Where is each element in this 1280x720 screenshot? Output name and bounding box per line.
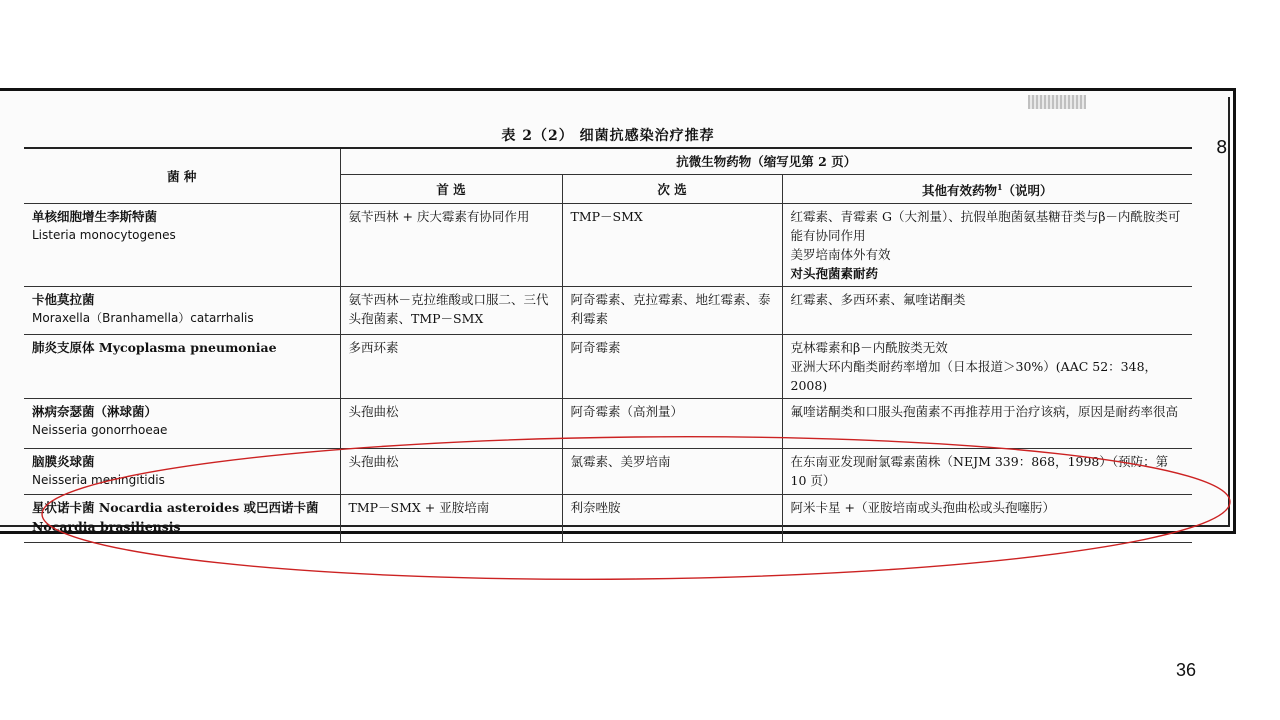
- second-choice-cell: 阿奇霉素、克拉霉素、地红霉素、泰利霉素: [562, 287, 782, 335]
- other-effective-cell: [782, 495, 1192, 543]
- header-second-choice: 次 选: [562, 175, 782, 204]
- table-row: [24, 449, 1192, 495]
- organism-latin: Moraxella（Branhamella）catarrhalis: [32, 311, 254, 326]
- other-drug-emphasis: 对头孢菌素耐药: [790, 266, 879, 282]
- recommendation-table: [24, 147, 1192, 543]
- header-other-sup: 1: [996, 182, 1003, 192]
- other-drug-note: 红霉素、青霉素 G（大剂量）、抗假单胞菌氨基糖苷类与β－内酰胺类可能有协同作用: [790, 209, 1181, 244]
- organism-cell: [24, 204, 340, 287]
- other-effective-cell: [782, 399, 1192, 449]
- second-choice-cell: TMP－SMX: [562, 204, 782, 287]
- scan-artifact: [1028, 95, 1086, 109]
- first-choice-cell: 头孢曲松: [340, 399, 562, 449]
- other-drug-note: 亚洲大环内酯类耐药率增加（日本报道＞30%）(AAC 52：348，2008): [790, 359, 1158, 394]
- header-organism: 菌 种: [24, 148, 340, 204]
- second-choice-cell: 阿奇霉素（高剂量）: [562, 399, 782, 449]
- table-row: [24, 335, 1192, 399]
- organism-latin: Neisseria gonorrhoeae: [32, 423, 168, 438]
- organism-name: 卡他莫拉菌: [32, 292, 95, 308]
- edge-mark: 8: [1216, 137, 1228, 158]
- organism-name: 淋病奈瑟菌（淋球菌）: [32, 404, 158, 420]
- organism-cell: [24, 399, 340, 449]
- first-choice-cell: 头孢曲松: [340, 449, 562, 495]
- first-choice-cell: TMP－SMX + 亚胺培南: [340, 495, 562, 543]
- page-number: 36: [1176, 660, 1197, 680]
- table-row: [24, 204, 1192, 287]
- table-body: [24, 204, 1192, 543]
- first-choice-cell: 多西环素: [340, 335, 562, 399]
- other-effective-cell: [782, 335, 1192, 399]
- header-other-label: 其他有效药物: [921, 183, 997, 199]
- other-drug-note: 克林霉素和β－内酰胺类无效: [790, 340, 948, 356]
- header-first-choice: 首 选: [340, 175, 562, 204]
- scan-frame: [0, 97, 1230, 535]
- other-effective-cell: [782, 204, 1192, 287]
- other-drug-note: 美罗培南体外有效: [790, 247, 891, 263]
- other-drug-note: 阿米卡星 +（亚胺培南或头孢曲松或头孢噻肟）: [790, 500, 1055, 516]
- organism-cell: [24, 449, 340, 495]
- first-choice-cell: 氨苄西林－克拉维酸或口服二、三代头孢菌素、TMP－SMX: [340, 287, 562, 335]
- table-row: [24, 287, 1192, 335]
- organism-cell: [24, 335, 340, 399]
- header-drugs-group: 抗微生物药物（缩写见第 2 页）: [340, 148, 1192, 175]
- header-other-suffix: （说明）: [1002, 183, 1053, 199]
- organism-latin: Listeria monocytogenes: [32, 228, 176, 243]
- second-choice-cell: 氯霉素、美罗培南: [562, 449, 782, 495]
- scanned-page: [0, 88, 1236, 534]
- other-effective-cell: [782, 449, 1192, 495]
- organism-name: 肺炎支原体 Mycoplasma pneumoniae: [32, 340, 277, 356]
- other-drug-note: 在东南亚发现耐氯霉素菌株（NEJM 339：868，1998）（预防：第 10 页）: [790, 454, 1169, 489]
- other-drug-note: 红霉素、多西环素、氟喹诺酮类: [790, 292, 966, 308]
- first-choice-cell: 氨苄西林 + 庆大霉素有协同作用: [340, 204, 562, 287]
- table-title: 表 2（2） 细菌抗感染治疗推荐: [501, 128, 715, 144]
- organism-name: 脑膜炎球菌: [32, 454, 95, 470]
- organism-cell: [24, 287, 340, 335]
- second-choice-cell: 利奈唑胺: [562, 495, 782, 543]
- header-row-1: [24, 148, 1192, 175]
- organism-name: 单核细胞增生李斯特菌: [32, 209, 158, 225]
- table-row: [24, 495, 1192, 543]
- organism-name: 星状诺卡菌 Nocardia asteroides 或巴西诺卡菌 Nocardia brasiliensis: [32, 500, 319, 535]
- other-drug-note: 氟喹诺酮类和口服头孢菌素不再推荐用于治疗该病，原因是耐药率很高: [790, 404, 1179, 420]
- table-row: [24, 399, 1192, 449]
- header-other-effective: [782, 175, 1192, 204]
- second-choice-cell: 阿奇霉素: [562, 335, 782, 399]
- organism-cell: [24, 495, 340, 543]
- other-effective-cell: [782, 287, 1192, 335]
- organism-latin: Neisseria meningitidis: [32, 473, 165, 488]
